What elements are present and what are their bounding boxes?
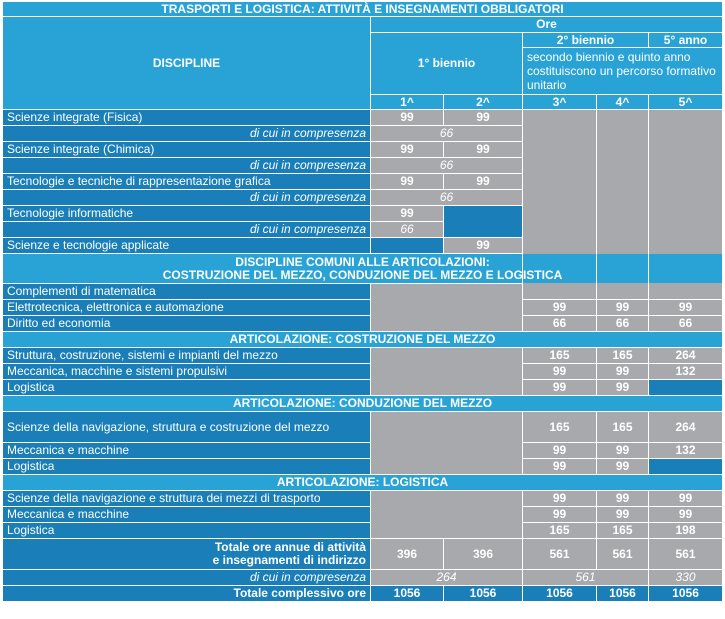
costruzione-logistica-y5-empty bbox=[649, 380, 723, 396]
costruzione-empty-12 bbox=[371, 348, 523, 396]
costruzione-section-title: ARTICOLAZIONE: COSTRUZIONE DEL MEZZO bbox=[3, 332, 723, 348]
comuni-row-diritto: Diritto ed economia bbox=[3, 316, 371, 332]
fisica-compresenza-label: di cui in compresenza bbox=[3, 126, 371, 142]
subject-chimica: Scienze integrate (Chimica) bbox=[3, 142, 371, 158]
logistica-logistica-y4: 165 bbox=[597, 523, 649, 539]
informatiche-y2-empty bbox=[444, 206, 523, 238]
comuni-elettrotecnica-y3: 99 bbox=[523, 300, 597, 316]
ore-header: Ore bbox=[371, 17, 723, 33]
year-3-header: 3^ bbox=[523, 95, 597, 110]
percorso-note: secondo biennio e quinto anno costituiscono un percorso formativo unitario bbox=[523, 48, 723, 95]
year-2-header: 2^ bbox=[444, 95, 523, 110]
comuni-diritto-y4: 66 bbox=[597, 316, 649, 332]
chimica-compresenza-label: di cui in compresenza bbox=[3, 158, 371, 174]
comuni-section-title: DISCIPLINE COMUNI ALLE ARTICOLAZIONI: COSTRUZIONE DEL MEZZO, CONDUZIONE DEL MEZZO E LOGISTICA bbox=[3, 254, 723, 284]
logistica-meccanica-y3: 99 bbox=[523, 507, 597, 523]
subject-applicate: Scienze e tecnologie applicate bbox=[3, 238, 371, 254]
costruzione-meccanica-y4: 99 bbox=[597, 364, 649, 380]
totale-indirizzo-y1: 396 bbox=[371, 539, 444, 570]
costruzione-meccanica-y5: 132 bbox=[649, 364, 723, 380]
totale-complessivo-y2: 1056 bbox=[444, 586, 523, 602]
costruzione-struttura-y5: 264 bbox=[649, 348, 723, 364]
fisica-y2: 99 bbox=[444, 110, 523, 126]
logistica-row-navigazione: Scienze della navigazione e struttura dei mezzi di trasporto bbox=[3, 491, 371, 507]
logistica-row-meccanica: Meccanica e macchine bbox=[3, 507, 371, 523]
conduzione-navigazione-y4: 165 bbox=[597, 412, 649, 443]
costruzione-struttura-y4: 165 bbox=[597, 348, 649, 364]
informatiche-y1: 99 bbox=[371, 206, 444, 222]
totale-indirizzo-y2: 396 bbox=[444, 539, 523, 570]
totale-compresenza-5: 330 bbox=[649, 570, 723, 586]
totale-complessivo-y4: 1056 bbox=[597, 586, 649, 602]
conduzione-logistica-y5-empty bbox=[649, 459, 723, 475]
grafica-y1: 99 bbox=[371, 174, 444, 190]
discipline-header: DISCIPLINE bbox=[3, 17, 371, 110]
fisica-y1: 99 bbox=[371, 110, 444, 126]
conduzione-meccanica-y4: 99 bbox=[597, 443, 649, 459]
chimica-y1: 99 bbox=[371, 142, 444, 158]
subject-grafica: Tecnologie e tecniche di rappresentazione grafica bbox=[3, 174, 371, 190]
year-5-header: 5^ bbox=[649, 95, 723, 110]
chimica-y2: 99 bbox=[444, 142, 523, 158]
conduzione-navigazione-y3: 165 bbox=[523, 412, 597, 443]
totale-complessivo-y1: 1056 bbox=[371, 586, 444, 602]
table-title: TRASPORTI E LOGISTICA: ATTIVITÀ E INSEGNAMENTI OBBLIGATORI bbox=[3, 2, 723, 17]
logistica-section-title: ARTICOLAZIONE: LOGISTICA bbox=[3, 475, 723, 491]
costruzione-meccanica-y3: 99 bbox=[523, 364, 597, 380]
totale-complessivo-label: Totale complessivo ore bbox=[3, 586, 371, 602]
logistica-meccanica-y4: 99 bbox=[597, 507, 649, 523]
logistica-logistica-y3: 165 bbox=[523, 523, 597, 539]
logistica-row-logistica: Logistica bbox=[3, 523, 371, 539]
informatiche-compresenza: 66 bbox=[371, 222, 444, 238]
logistica-navigazione-y4: 99 bbox=[597, 491, 649, 507]
logistica-logistica-y5: 198 bbox=[649, 523, 723, 539]
chimica-compresenza: 66 bbox=[371, 158, 523, 174]
totale-indirizzo-y5: 561 bbox=[649, 539, 723, 570]
logistica-empty-12 bbox=[371, 491, 523, 539]
costruzione-logistica-y3: 99 bbox=[523, 380, 597, 396]
conduzione-row-navigazione: Scienze della navigazione, struttura e costruzione del mezzo bbox=[3, 412, 371, 443]
conduzione-logistica-y4: 99 bbox=[597, 459, 649, 475]
conduzione-row-meccanica: Meccanica e macchine bbox=[3, 443, 371, 459]
conduzione-navigazione-y5: 264 bbox=[649, 412, 723, 443]
logistica-navigazione-y5: 99 bbox=[649, 491, 723, 507]
applicate-y2: 99 bbox=[444, 238, 523, 254]
costruzione-struttura-y3: 165 bbox=[523, 348, 597, 364]
totale-indirizzo-y3: 561 bbox=[523, 539, 597, 570]
year-1-header: 1^ bbox=[371, 95, 444, 110]
applicate-y1-empty bbox=[371, 238, 444, 254]
comuni-diritto-y3: 66 bbox=[523, 316, 597, 332]
subject-fisica: Scienze integrate (Fisica) bbox=[3, 110, 371, 126]
conduzione-meccanica-y3: 99 bbox=[523, 443, 597, 459]
comuni-diritto-y5: 66 bbox=[649, 316, 723, 332]
costruzione-logistica-y4: 99 bbox=[597, 380, 649, 396]
secondo-biennio-header: 2° biennio bbox=[523, 33, 649, 48]
informatiche-compresenza-label: di cui in compresenza bbox=[3, 222, 371, 238]
totale-compresenza-label: di cui in compresenza bbox=[3, 570, 371, 586]
curriculum-table bbox=[2, 1, 723, 602]
totale-compresenza-34: 561 bbox=[523, 570, 649, 586]
costruzione-row-logistica: Logistica bbox=[3, 380, 371, 396]
conduzione-meccanica-y5: 132 bbox=[649, 443, 723, 459]
comuni-row-matematica: Complementi di matematica bbox=[3, 284, 371, 300]
conduzione-row-logistica: Logistica bbox=[3, 459, 371, 475]
grafica-y2: 99 bbox=[444, 174, 523, 190]
subject-informatiche: Tecnologie informatiche bbox=[3, 206, 371, 222]
comuni-empty-12 bbox=[371, 284, 523, 332]
conduzione-empty-12 bbox=[371, 412, 523, 475]
comuni-elettrotecnica-y4: 99 bbox=[597, 300, 649, 316]
costruzione-row-meccanica: Meccanica, macchine e sistemi propulsivi bbox=[3, 364, 371, 380]
totale-complessivo-y5: 1056 bbox=[649, 586, 723, 602]
costruzione-row-struttura: Struttura, costruzione, sistemi e impianti del mezzo bbox=[3, 348, 371, 364]
totale-compresenza-12: 264 bbox=[371, 570, 523, 586]
conduzione-section-title: ARTICOLAZIONE: CONDUZIONE DEL MEZZO bbox=[3, 396, 723, 412]
logistica-navigazione-y3: 99 bbox=[523, 491, 597, 507]
conduzione-logistica-y3: 99 bbox=[523, 459, 597, 475]
grafica-compresenza-label: di cui in compresenza bbox=[3, 190, 371, 206]
logistica-meccanica-y5: 99 bbox=[649, 507, 723, 523]
year-4-header: 4^ bbox=[597, 95, 649, 110]
totale-indirizzo-label: Totale ore annue di attività e insegnamenti di indirizzo bbox=[3, 539, 371, 570]
primo-biennio-header: 1° biennio bbox=[371, 33, 523, 95]
comuni-row-elettrotecnica: Elettrotecnica, elettronica e automazione bbox=[3, 300, 371, 316]
comuni-elettrotecnica-y5: 99 bbox=[649, 300, 723, 316]
totale-complessivo-y3: 1056 bbox=[523, 586, 597, 602]
totale-indirizzo-y4: 561 bbox=[597, 539, 649, 570]
fisica-compresenza: 66 bbox=[371, 126, 523, 142]
grafica-compresenza: 66 bbox=[371, 190, 523, 206]
quinto-anno-header: 5° anno bbox=[649, 33, 723, 48]
